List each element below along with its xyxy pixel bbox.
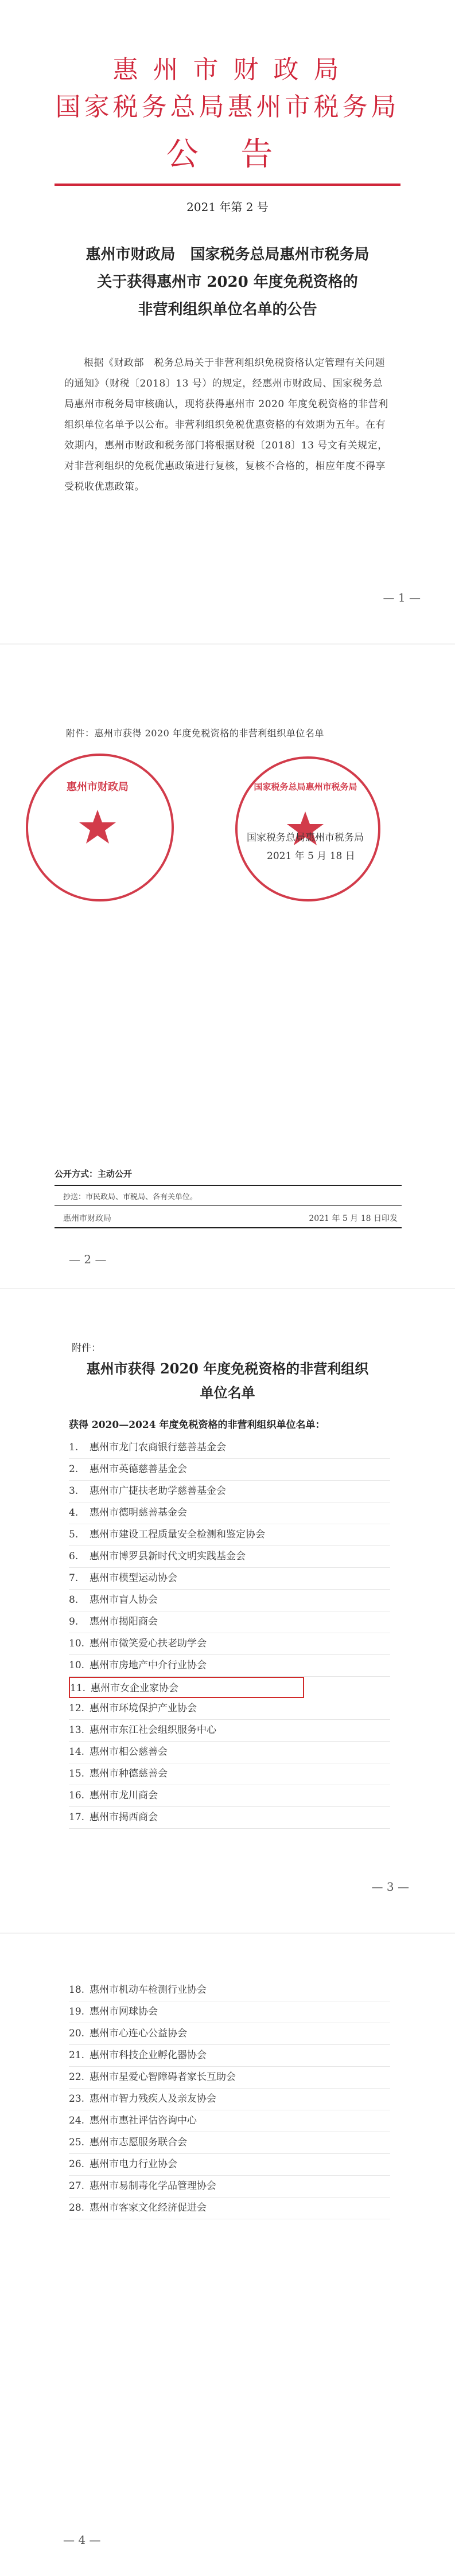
footer-print-date: 2021 年 5 月 18 日印发 (309, 1214, 398, 1223)
list-subtitle: 获得 2020—2024 年度免税资格的非营利组织单位名单： (69, 1419, 325, 1431)
title-line-1: 惠州市财政局 国家税务总局惠州市税务局 (85, 246, 370, 263)
page-number: — 4 — (63, 2533, 101, 2547)
seal-finance-text: 惠州市财政局 (67, 781, 129, 793)
title-line-3: 非营利组织单位名单的公告 (138, 301, 317, 318)
list-item: 6. 惠州市博罗县新时代文明实践基金会 (69, 1546, 390, 1568)
seal-tax-text: 国家税务总局惠州市税务局 (254, 782, 357, 792)
list-item: 28. 惠州市客家文化经济促进会 (69, 2198, 390, 2219)
page-3 (0, 1289, 455, 1933)
list-item: 3. 惠州市广捷扶老助学慈善基金会 (69, 1481, 390, 1502)
page-number: — 3 — (371, 1880, 409, 1894)
body-paragraph: 根据《财政部 税务总局关于非营利组织免税资格认定管理有关问题的通知》（财税〔2018〕13 号）的规定，经惠州市财政局、国家税务总局惠州市税务局审核确认，现将获得惠州市 2020 年度免税资格的非营利组织单位名单予以公布。非营利组织免税优惠资格的有效期为五年。在有效期内，惠州市财政和税务部门将根据财税〔2018〕13 号文有关规定，对非营利组织的免税优惠政策进行复核，复核不合格的，相应年度不得享受税收优惠政策。 (64, 357, 388, 493)
disclosure-method: 公开方式：主动公开 (55, 1169, 133, 1179)
footer-rule-top (55, 1185, 402, 1186)
list-item: 17. 惠州市揭西商会 (69, 1807, 390, 1829)
list-item: 12. 惠州市环境保护产业协会 (69, 1698, 390, 1720)
attachment-label: 附件： (72, 1342, 101, 1354)
list-item: 22. 惠州市星爱心智障碍者家长互助会 (69, 2067, 390, 2089)
list-item: 7. 惠州市模型运动协会 (69, 1568, 390, 1590)
issue-date: 2021 年 5 月 18 日 (267, 850, 355, 862)
list-item: 27. 惠州市易制毒化学品管理协会 (69, 2176, 390, 2198)
header-issuer-2: 国家税务总局惠州市税务局 (55, 92, 400, 122)
org-list-part-2 (69, 1980, 390, 2219)
issuer-tax-bureau: 国家税务总局惠州市税务局 (247, 832, 364, 844)
page-number: — 1 — (383, 591, 421, 604)
page-4 (0, 1934, 455, 2576)
list-item: 20. 惠州市心连心公益协会 (69, 2023, 390, 2045)
list-item: 26. 惠州市电力行业协会 (69, 2154, 390, 2176)
list-item: 8. 惠州市盲人协会 (69, 1590, 390, 1611)
org-list-part-1 (69, 1437, 390, 1829)
list-item: 14. 惠州市相公慈善会 (69, 1742, 390, 1763)
list-item: 2. 惠州市英德慈善基金会 (69, 1459, 390, 1481)
list-title-line-1: 惠州市获得 2020 年度免税资格的非营利组织 (86, 1360, 369, 1377)
list-item: 4. 惠州市德明慈善基金会 (69, 1502, 390, 1524)
document-number: 2021 年第 2 号 (186, 200, 269, 214)
seal-star-icon (235, 756, 376, 897)
page-number: — 2 — (69, 1252, 107, 1266)
page-2 (0, 645, 455, 1288)
footer-rule-bottom (55, 1227, 402, 1228)
list-item: 10. 惠州市微笑爱心扶老助学会 (69, 1633, 390, 1655)
header-issuer-1: 惠 州 市 财 政 局 (112, 55, 343, 84)
list-item: 23. 惠州市智力残疾人及亲友协会 (69, 2089, 390, 2110)
list-item: 13. 惠州市东江社会组织服务中心 (69, 1720, 390, 1742)
official-seal-finance (26, 754, 174, 901)
list-item: 5. 惠州市建设工程质量安全检测和鉴定协会 (69, 1524, 390, 1546)
list-item: 16. 惠州市龙川商会 (69, 1785, 390, 1807)
cc-line: 抄送：市民政局、市税局、各有关单位。 (63, 1193, 198, 1201)
header-red-rule (55, 184, 400, 186)
footer-rule-mid (55, 1205, 402, 1206)
list-item: 18. 惠州市机动车检测行业协会 (69, 1980, 390, 2001)
list-item: 15. 惠州市种德慈善会 (69, 1763, 390, 1785)
list-title-line-2: 单位名单 (200, 1384, 255, 1401)
title-line-2: 关于获得惠州市 2020 年度免税资格的 (97, 274, 358, 291)
seal-star-icon (26, 754, 169, 897)
list-item: 25. 惠州市志愿服务联合会 (69, 2132, 390, 2154)
list-item: 10. 惠州市房地产中介行业协会 (69, 1655, 390, 1677)
page-1 (0, 0, 455, 643)
list-item: 21. 惠州市科技企业孵化器协会 (69, 2045, 390, 2067)
list-item: 24. 惠州市惠社评估咨询中心 (69, 2110, 390, 2132)
list-item: 19. 惠州市网球协会 (69, 2001, 390, 2023)
list-item: 9. 惠州市揭阳商会 (69, 1611, 390, 1633)
attachment-line: 附件：惠州市获得 2020 年度免税资格的非营利组织单位名单 (66, 728, 324, 739)
header-notice: 公 告 (166, 136, 289, 173)
list-item-highlighted: 11. 惠州市女企业家协会 (69, 1677, 304, 1698)
footer-issuer: 惠州市财政局 (63, 1214, 111, 1223)
list-item: 1. 惠州市龙门农商银行慈善基金会 (69, 1437, 390, 1459)
